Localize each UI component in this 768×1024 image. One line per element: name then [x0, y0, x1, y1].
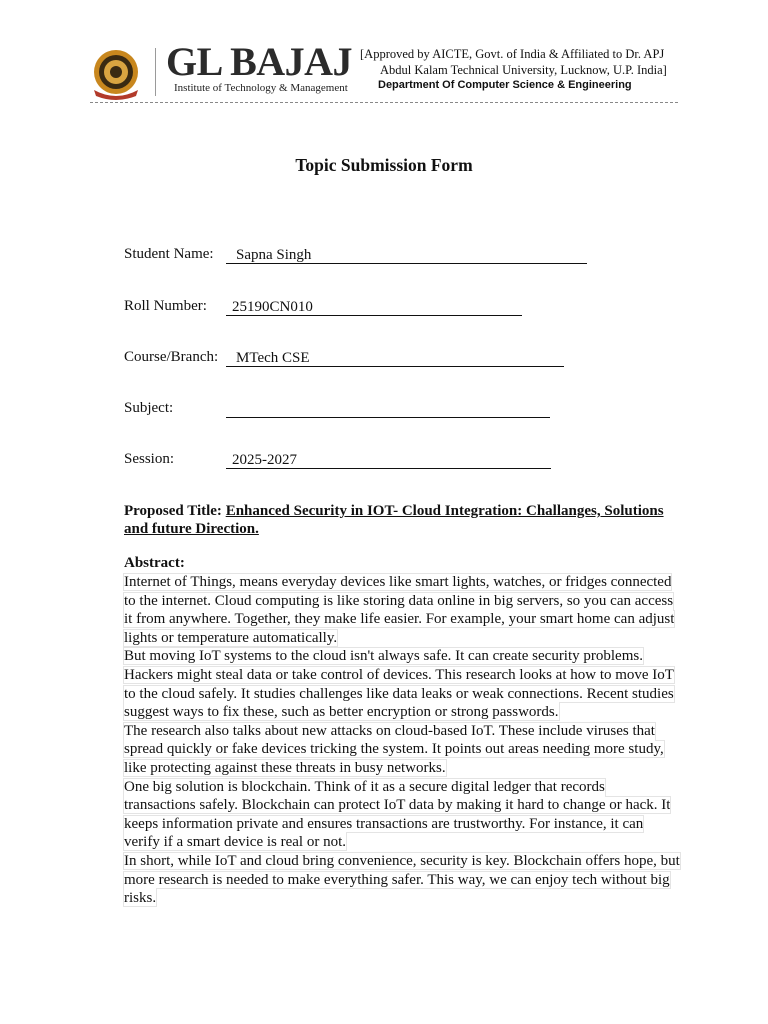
proposed-title-label: Proposed Title: — [124, 503, 222, 519]
course-branch-label: Course/Branch: — [124, 349, 219, 365]
abstract-paragraph: Internet of Things, means everyday devices like smart lights, watches, or fridges connected to the internet. Cloud computing is like storing data online in big servers, so you can access it from anywhere. Together, they make life easier. For example, your smart home can adjust lights or temperature automatically. — [124, 574, 675, 646]
subject-field[interactable] — [226, 400, 550, 418]
letterhead — [88, 39, 678, 106]
approval-line-2: Abdul Kalam Technical University, Lucknow, U.P. India] — [380, 63, 667, 77]
department-name: Department Of Computer Science & Engineering — [378, 79, 632, 91]
institute-seal-icon — [88, 46, 144, 102]
student-name-label: Student Name: — [124, 246, 214, 262]
proposed-title-block — [124, 502, 676, 538]
proposed-title: Enhanced Security in IOT- Cloud Integration: Challanges, Solutions and future Direction. — [124, 503, 664, 537]
abstract-paragraph: The research also talks about new attacks on cloud-based IoT. These include viruses that spread quickly or fake devices tricking the system. It points out areas needing more study, like protecting against these threats in busy networks. — [124, 722, 664, 776]
session-label: Session: — [124, 451, 175, 467]
header-divider — [155, 48, 156, 96]
approval-line-1: [Approved by AICTE, Govt. of India & Affiliated to Dr. APJ — [360, 47, 665, 61]
abstract-paragraph: One big solution is blockchain. Think of it as a secure digital ledger that records transactions safely. Blockchain can protect IoT data by making it hard to change or hack. It keeps information private and ensures transactions are trustworthy. For instance, it can verify if a smart device is real or not. — [124, 778, 671, 851]
abstract-body — [124, 573, 680, 908]
abstract-paragraph: But moving IoT systems to the cloud isn't always safe. It can create security problems. Hackers might steal data or take control of devices. This research looks at how to move IoT to the cloud safely. It studies challenges like data leaks or weak connections. Recent studies suggest ways to fix these, such as better encryption or strong passwords. — [124, 648, 674, 721]
roll-number-label: Roll Number: — [124, 298, 207, 314]
subject-label: Subject: — [124, 400, 174, 416]
approval-note — [360, 46, 680, 78]
institute-brand: GL BAJAJ — [166, 39, 353, 84]
roll-number-field[interactable]: 25190CN010 — [226, 298, 522, 316]
institute-subtitle: Institute of Technology & Management — [174, 82, 348, 94]
header-dashed-rule — [90, 102, 678, 103]
course-branch-field[interactable]: MTech CSE — [226, 349, 564, 367]
abstract-heading: Abstract: — [124, 555, 185, 571]
form-title: Topic Submission Form — [295, 155, 473, 175]
session-field[interactable]: 2025-2027 — [226, 451, 551, 469]
student-name-field[interactable]: Sapna Singh — [226, 246, 587, 264]
abstract-paragraph: In short, while IoT and cloud bring convenience, security is key. Blockchain offers hope, but more research is needed to make everything safer. This way, we can enjoy tech without big risks. — [124, 852, 680, 907]
